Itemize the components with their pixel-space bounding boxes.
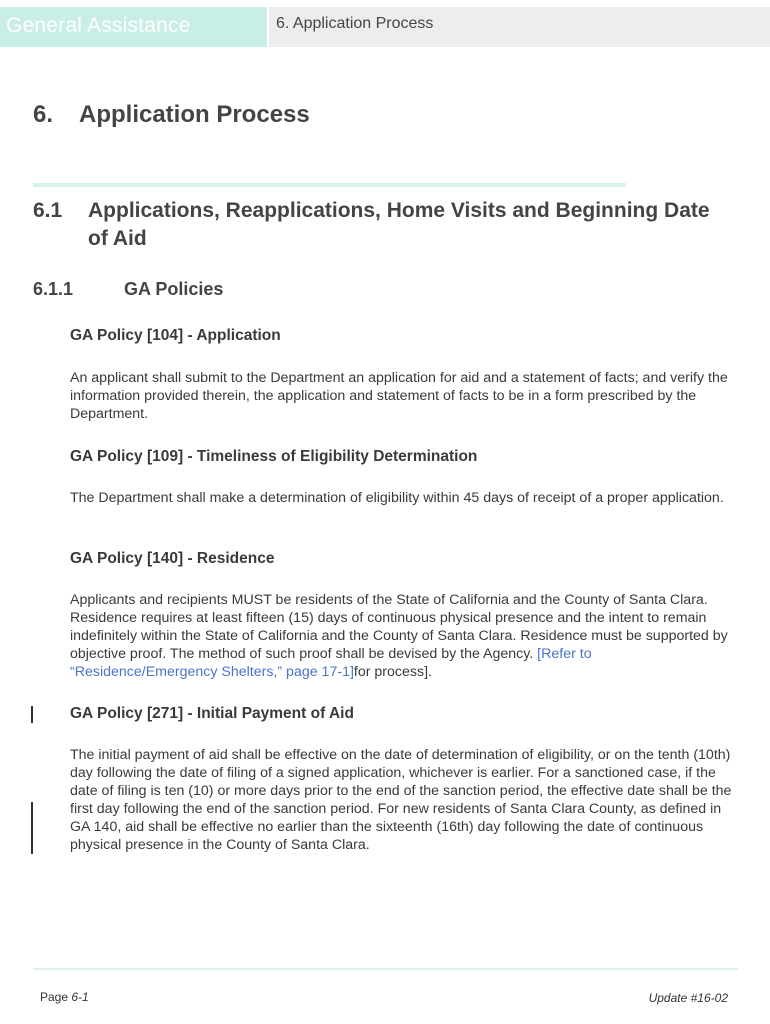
- policy-text-271: The initial payment of aid shall be effective on the date of determination of eligibility, or on the tenth (10th) day following the date of filing of a signed application, whichever is earlier. For a sanctioned case, if the date of filing is ten (10) or more days prior to the end of the sanction period, the effective date shall be the first day following the end of the sanction period. For new residents of Santa Clara County, as defined in GA 140, aid shall be effective no earlier than the sixteenth (16th) day following the date of continuous physical presence in the County of Santa Clara.: [70, 747, 732, 853]
- policy-heading-271: GA Policy [271] - Initial Payment of Aid: [70, 705, 354, 722]
- section-number: 6.1: [33, 199, 63, 222]
- policy-text-140-body: Applicants and recipients MUST be residents of the State of California and the County of Santa Clara. Residence requires at least fifteen (15) days of continuous physical presence and the intent to remain indefinitely within the State of California and the County of Santa Clara. Residence must be supported by objective proof. The method of such proof shall be devised by the Agency.: [70, 592, 728, 662]
- page-label: Page: [40, 990, 72, 1004]
- policy-heading-140: GA Policy [140] - Residence: [70, 550, 275, 567]
- change-bar: [31, 802, 33, 854]
- page-number: [40, 990, 89, 1004]
- chapter-tab-label: 6. Application Process: [276, 15, 434, 32]
- footer-divider: [33, 968, 738, 970]
- change-bar: [31, 706, 33, 723]
- policy-text-140-tail: for process].: [353, 664, 432, 680]
- residence-reference-link[interactable]: [Refer to “Residence/Emergency Shelters,” page 17-1]: [70, 646, 592, 680]
- chapter-tab: [269, 7, 770, 47]
- subsection-heading: [33, 279, 223, 300]
- policy-heading-109: GA Policy [109] - Timeliness of Eligibility Determination: [70, 448, 478, 465]
- chapter-title-text: Application Process: [79, 101, 310, 128]
- policy-text-140: [70, 591, 740, 681]
- policy-text-109: The Department shall make a determination of eligibility within 45 days of receipt of a proper application.: [70, 490, 724, 506]
- subsection-title-text: GA Policies: [124, 279, 224, 299]
- section-title-text: Applications, Reapplications, Home Visits and Beginning Date of Aid: [88, 199, 710, 250]
- page-number-value: 6-1: [71, 990, 89, 1004]
- update-label: Update #16-02: [648, 991, 728, 1005]
- policy-heading-104: GA Policy [104] - Application: [70, 327, 281, 344]
- manual-title-banner: [0, 7, 267, 47]
- section-divider: [33, 183, 626, 187]
- chapter-number: 6.: [33, 101, 54, 128]
- policy-text-104: An applicant shall submit to the Department an application for aid and a statement of facts; and verify the information provided therein, the application and statement of facts to be in a form prescribed by the Department.: [70, 370, 728, 422]
- subsection-number: 6.1.1: [33, 279, 74, 299]
- manual-title: General Assistance: [6, 14, 191, 37]
- chapter-title: [33, 101, 310, 129]
